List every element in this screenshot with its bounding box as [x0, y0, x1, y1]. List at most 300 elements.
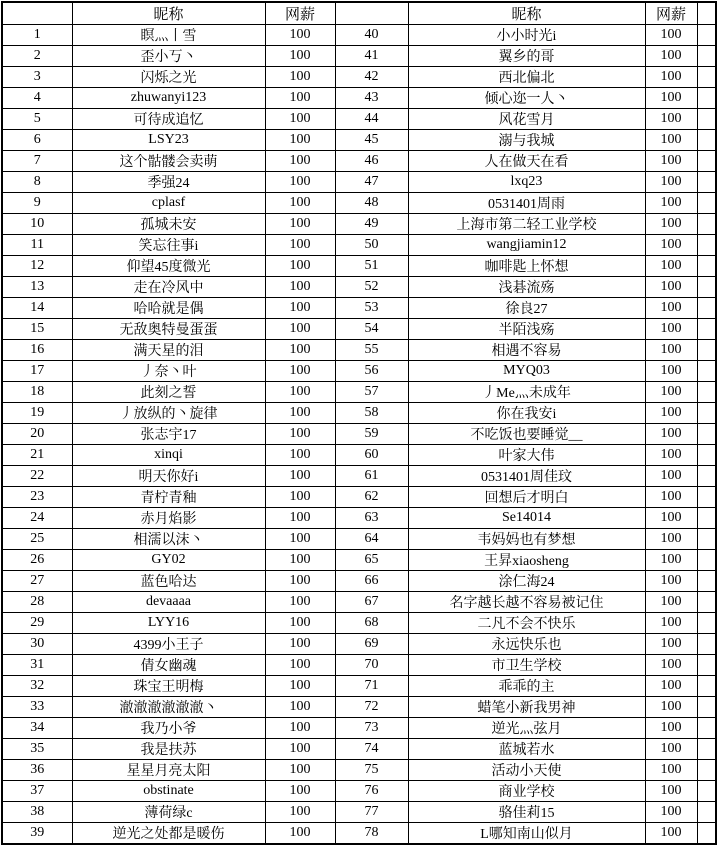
- nickname-cell-right: 王昇xiaosheng: [408, 550, 645, 571]
- sliver-cell: [697, 130, 716, 151]
- nickname-cell-left: 相濡以沫丶: [72, 529, 265, 550]
- sliver-cell: [697, 340, 716, 361]
- sliver-cell: [697, 151, 716, 172]
- rank-cell-right: 57: [335, 382, 408, 403]
- rank-cell-right: 60: [335, 445, 408, 466]
- nickname-cell-right: 相遇不容易: [408, 340, 645, 361]
- rank-header-right: [335, 2, 408, 25]
- nickname-cell-right: 浅碁流殇: [408, 277, 645, 298]
- table-row: [2, 67, 716, 88]
- nickname-cell-left: 逆光之处都是暖伤: [72, 823, 265, 845]
- rank-cell-left: 18: [2, 382, 72, 403]
- salary-header-right: 网薪: [645, 2, 697, 25]
- salary-cell-right: 100: [645, 802, 697, 823]
- nickname-cell-right: 0531401周雨: [408, 193, 645, 214]
- salary-cell-left: 100: [265, 445, 335, 466]
- rank-cell-right: 66: [335, 571, 408, 592]
- sliver-cell: [697, 634, 716, 655]
- table-row: [2, 571, 716, 592]
- salary-cell-right: 100: [645, 277, 697, 298]
- rank-cell-left: 28: [2, 592, 72, 613]
- salary-cell-right: 100: [645, 781, 697, 802]
- nickname-cell-left: xinqi: [72, 445, 265, 466]
- rank-cell-left: 17: [2, 361, 72, 382]
- nickname-cell-left: 走在冷风中: [72, 277, 265, 298]
- nickname-cell-right: MYQ03: [408, 361, 645, 382]
- table-row: [2, 823, 716, 845]
- nickname-salary-table: [1, 1, 717, 845]
- nickname-cell-right: 风花雪月: [408, 109, 645, 130]
- salary-cell-left: 100: [265, 109, 335, 130]
- nickname-cell-left: 满天星的泪: [72, 340, 265, 361]
- nickname-cell-right: lxq23: [408, 172, 645, 193]
- nickname-header-right: 昵称: [408, 2, 645, 25]
- rank-cell-right: 65: [335, 550, 408, 571]
- salary-cell-right: 100: [645, 634, 697, 655]
- nickname-cell-right: 永远快乐也: [408, 634, 645, 655]
- sliver-cell: [697, 361, 716, 382]
- nickname-cell-left: 澈澈澈澈澈澈丶: [72, 697, 265, 718]
- rank-cell-right: 64: [335, 529, 408, 550]
- table-row: [2, 25, 716, 46]
- rank-cell-left: 35: [2, 739, 72, 760]
- salary-cell-left: 100: [265, 655, 335, 676]
- nickname-cell-right: 名字越长越不容易被记住: [408, 592, 645, 613]
- sliver-cell: [697, 67, 716, 88]
- sliver-cell: [697, 655, 716, 676]
- salary-cell-left: 100: [265, 46, 335, 67]
- rank-cell-right: 72: [335, 697, 408, 718]
- rank-cell-right: 50: [335, 235, 408, 256]
- sliver-cell: [697, 403, 716, 424]
- rank-cell-left: 9: [2, 193, 72, 214]
- table-row: [2, 382, 716, 403]
- nickname-cell-left: 倩女幽魂: [72, 655, 265, 676]
- rank-cell-right: 68: [335, 613, 408, 634]
- rank-cell-right: 46: [335, 151, 408, 172]
- rank-cell-left: 32: [2, 676, 72, 697]
- salary-cell-right: 100: [645, 193, 697, 214]
- nickname-cell-right: 骆佳莉15: [408, 802, 645, 823]
- salary-cell-left: 100: [265, 25, 335, 46]
- salary-cell-right: 100: [645, 529, 697, 550]
- sliver-cell: [697, 760, 716, 781]
- nickname-cell-left: 张志宇17: [72, 424, 265, 445]
- nickname-cell-left: 此刻之誓: [72, 382, 265, 403]
- sliver-cell: [697, 697, 716, 718]
- sliver-cell: [697, 739, 716, 760]
- rank-cell-right: 61: [335, 466, 408, 487]
- salary-cell-right: 100: [645, 655, 697, 676]
- nickname-cell-left: 这个骷髅会卖萌: [72, 151, 265, 172]
- rank-cell-right: 54: [335, 319, 408, 340]
- nickname-cell-left: LSY23: [72, 130, 265, 151]
- sliver-cell: [697, 676, 716, 697]
- table-row: [2, 193, 716, 214]
- salary-cell-right: 100: [645, 109, 697, 130]
- salary-cell-left: 100: [265, 739, 335, 760]
- salary-cell-right: 100: [645, 445, 697, 466]
- rank-cell-right: 62: [335, 487, 408, 508]
- rank-cell-left: 33: [2, 697, 72, 718]
- salary-cell-right: 100: [645, 508, 697, 529]
- nickname-cell-right: 蜡笔小新我男神: [408, 697, 645, 718]
- nickname-cell-right: 回想后才明白: [408, 487, 645, 508]
- table-row: [2, 781, 716, 802]
- salary-cell-left: 100: [265, 697, 335, 718]
- sliver-cell: [697, 823, 716, 845]
- rank-cell-left: 12: [2, 256, 72, 277]
- table-row: [2, 445, 716, 466]
- table-row: [2, 739, 716, 760]
- salary-cell-right: 100: [645, 571, 697, 592]
- salary-cell-right: 100: [645, 739, 697, 760]
- table-row: [2, 529, 716, 550]
- nickname-cell-right: 上海市第二轻工业学校: [408, 214, 645, 235]
- sliver-cell: [697, 802, 716, 823]
- nickname-cell-left: 笑忘往事i: [72, 235, 265, 256]
- nickname-salary-table-container: [1, 1, 717, 845]
- salary-cell-right: 100: [645, 235, 697, 256]
- rank-cell-left: 4: [2, 88, 72, 109]
- salary-cell-right: 100: [645, 361, 697, 382]
- nickname-cell-left: obstinate: [72, 781, 265, 802]
- table-row: [2, 256, 716, 277]
- sliver-cell: [697, 235, 716, 256]
- table-row: [2, 508, 716, 529]
- salary-cell-left: 100: [265, 571, 335, 592]
- salary-cell-left: 100: [265, 256, 335, 277]
- sliver-cell: [697, 466, 716, 487]
- rank-cell-left: 5: [2, 109, 72, 130]
- sliver-cell: [697, 256, 716, 277]
- nickname-cell-right: 叶家大伟: [408, 445, 645, 466]
- sliver-cell: [697, 781, 716, 802]
- nickname-cell-left: 哈哈就是偶: [72, 298, 265, 319]
- rank-cell-left: 19: [2, 403, 72, 424]
- salary-cell-left: 100: [265, 214, 335, 235]
- table-row: [2, 424, 716, 445]
- rank-cell-right: 76: [335, 781, 408, 802]
- salary-cell-left: 100: [265, 67, 335, 88]
- table-row: [2, 718, 716, 739]
- salary-cell-left: 100: [265, 802, 335, 823]
- nickname-cell-right: 蓝城若水: [408, 739, 645, 760]
- rank-cell-left: 11: [2, 235, 72, 256]
- salary-cell-left: 100: [265, 487, 335, 508]
- rank-cell-right: 48: [335, 193, 408, 214]
- rank-cell-left: 20: [2, 424, 72, 445]
- salary-cell-right: 100: [645, 46, 697, 67]
- table-row: [2, 172, 716, 193]
- nickname-header-left: 昵称: [72, 2, 265, 25]
- nickname-cell-right: 活动小天使: [408, 760, 645, 781]
- nickname-cell-left: 歪小丂丶: [72, 46, 265, 67]
- salary-cell-left: 100: [265, 298, 335, 319]
- nickname-cell-left: 我乃小爷: [72, 718, 265, 739]
- table-row: [2, 88, 716, 109]
- rank-cell-left: 15: [2, 319, 72, 340]
- rank-cell-left: 37: [2, 781, 72, 802]
- rank-cell-right: 69: [335, 634, 408, 655]
- salary-cell-left: 100: [265, 130, 335, 151]
- salary-cell-left: 100: [265, 760, 335, 781]
- rank-cell-right: 41: [335, 46, 408, 67]
- nickname-cell-left: 明天你好i: [72, 466, 265, 487]
- rank-cell-right: 70: [335, 655, 408, 676]
- nickname-cell-right: 咖啡匙上怀想: [408, 256, 645, 277]
- salary-cell-right: 100: [645, 88, 697, 109]
- nickname-cell-left: cplasf: [72, 193, 265, 214]
- sliver-cell: [697, 613, 716, 634]
- nickname-cell-left: 丿奈丶叶: [72, 361, 265, 382]
- table-row: [2, 214, 716, 235]
- table-row: [2, 319, 716, 340]
- salary-cell-left: 100: [265, 277, 335, 298]
- table-row: [2, 676, 716, 697]
- salary-cell-left: 100: [265, 823, 335, 845]
- nickname-cell-left: devaaaa: [72, 592, 265, 613]
- rank-cell-right: 67: [335, 592, 408, 613]
- sliver-cell: [697, 214, 716, 235]
- sliver-cell: [697, 88, 716, 109]
- rank-header-left: [2, 2, 72, 25]
- nickname-cell-right: 翼乡的哥: [408, 46, 645, 67]
- salary-cell-left: 100: [265, 424, 335, 445]
- nickname-cell-right: 倾心迩一人丶: [408, 88, 645, 109]
- sliver-cell: [697, 382, 716, 403]
- rank-cell-left: 30: [2, 634, 72, 655]
- sliver-cell: [697, 109, 716, 130]
- nickname-cell-right: 市卫生学校: [408, 655, 645, 676]
- rank-cell-right: 74: [335, 739, 408, 760]
- table-row: [2, 235, 716, 256]
- table-row: [2, 403, 716, 424]
- rank-cell-right: 73: [335, 718, 408, 739]
- rank-cell-left: 31: [2, 655, 72, 676]
- rank-cell-left: 24: [2, 508, 72, 529]
- table-row: [2, 487, 716, 508]
- salary-cell-right: 100: [645, 25, 697, 46]
- salary-cell-left: 100: [265, 382, 335, 403]
- table-row: [2, 46, 716, 67]
- rank-cell-left: 25: [2, 529, 72, 550]
- salary-cell-right: 100: [645, 151, 697, 172]
- salary-header-left: 网薪: [265, 2, 335, 25]
- sliver-cell: [697, 487, 716, 508]
- sliver-cell: [697, 298, 716, 319]
- rank-cell-right: 42: [335, 67, 408, 88]
- nickname-cell-right: 韦妈妈也有梦想: [408, 529, 645, 550]
- rank-cell-left: 2: [2, 46, 72, 67]
- nickname-cell-left: LYY16: [72, 613, 265, 634]
- nickname-cell-left: 季强24: [72, 172, 265, 193]
- salary-cell-left: 100: [265, 634, 335, 655]
- rank-cell-left: 10: [2, 214, 72, 235]
- salary-cell-left: 100: [265, 508, 335, 529]
- rank-cell-right: 45: [335, 130, 408, 151]
- salary-cell-right: 100: [645, 214, 697, 235]
- table-row: [2, 613, 716, 634]
- nickname-cell-left: 孤城未安: [72, 214, 265, 235]
- sliver-cell: [697, 193, 716, 214]
- salary-cell-right: 100: [645, 760, 697, 781]
- nickname-cell-right: 0531401周佳玟: [408, 466, 645, 487]
- salary-cell-right: 100: [645, 466, 697, 487]
- nickname-cell-left: 星星月亮太阳: [72, 760, 265, 781]
- table-row: [2, 361, 716, 382]
- sliver-header: [697, 2, 716, 25]
- salary-cell-right: 100: [645, 172, 697, 193]
- salary-cell-right: 100: [645, 592, 697, 613]
- rank-cell-right: 77: [335, 802, 408, 823]
- salary-cell-right: 100: [645, 340, 697, 361]
- sliver-cell: [697, 172, 716, 193]
- sliver-cell: [697, 277, 716, 298]
- rank-cell-right: 59: [335, 424, 408, 445]
- salary-cell-right: 100: [645, 403, 697, 424]
- salary-cell-left: 100: [265, 151, 335, 172]
- rank-cell-right: 53: [335, 298, 408, 319]
- table-row: [2, 130, 716, 151]
- nickname-cell-right: 商业学校: [408, 781, 645, 802]
- table-row: [2, 277, 716, 298]
- rank-cell-left: 26: [2, 550, 72, 571]
- nickname-cell-right: 乖乖的主: [408, 676, 645, 697]
- table-row: [2, 340, 716, 361]
- sliver-cell: [697, 550, 716, 571]
- rank-cell-left: 6: [2, 130, 72, 151]
- table-row: [2, 550, 716, 571]
- table-row: [2, 109, 716, 130]
- salary-cell-right: 100: [645, 256, 697, 277]
- nickname-cell-left: zhuwanyi123: [72, 88, 265, 109]
- rank-cell-left: 29: [2, 613, 72, 634]
- table-row: [2, 760, 716, 781]
- table-row: [2, 655, 716, 676]
- nickname-cell-right: 二凡不会不快乐: [408, 613, 645, 634]
- nickname-cell-left: 闪烁之光: [72, 67, 265, 88]
- table-row: [2, 298, 716, 319]
- rank-cell-right: 75: [335, 760, 408, 781]
- nickname-cell-left: 赤月焰影: [72, 508, 265, 529]
- sliver-cell: [697, 508, 716, 529]
- salary-cell-left: 100: [265, 466, 335, 487]
- sliver-cell: [697, 718, 716, 739]
- nickname-cell-left: 无敌奥特曼蛋蛋: [72, 319, 265, 340]
- rank-cell-left: 23: [2, 487, 72, 508]
- rank-cell-left: 14: [2, 298, 72, 319]
- rank-cell-left: 38: [2, 802, 72, 823]
- nickname-cell-left: 丿放纵的丶旋律: [72, 403, 265, 424]
- rank-cell-right: 58: [335, 403, 408, 424]
- sliver-cell: [697, 445, 716, 466]
- nickname-cell-right: 逆光灬弦月: [408, 718, 645, 739]
- salary-cell-right: 100: [645, 130, 697, 151]
- salary-cell-right: 100: [645, 676, 697, 697]
- salary-cell-right: 100: [645, 319, 697, 340]
- salary-cell-left: 100: [265, 235, 335, 256]
- nickname-cell-left: 瞑灬丨雪: [72, 25, 265, 46]
- salary-cell-left: 100: [265, 361, 335, 382]
- nickname-cell-left: GY02: [72, 550, 265, 571]
- table-row: [2, 697, 716, 718]
- nickname-cell-right: 不吃饭也要睡觉__: [408, 424, 645, 445]
- table-row: [2, 151, 716, 172]
- salary-cell-right: 100: [645, 424, 697, 445]
- sliver-cell: [697, 529, 716, 550]
- salary-cell-left: 100: [265, 592, 335, 613]
- rank-cell-left: 8: [2, 172, 72, 193]
- salary-cell-right: 100: [645, 613, 697, 634]
- nickname-cell-left: 珠宝王明梅: [72, 676, 265, 697]
- header-row: [2, 2, 716, 25]
- nickname-cell-right: 西北偏北: [408, 67, 645, 88]
- rank-cell-right: 71: [335, 676, 408, 697]
- sliver-cell: [697, 571, 716, 592]
- rank-cell-right: 55: [335, 340, 408, 361]
- salary-cell-right: 100: [645, 718, 697, 739]
- rank-cell-right: 47: [335, 172, 408, 193]
- salary-cell-left: 100: [265, 193, 335, 214]
- nickname-cell-right: 丿Me灬未成年: [408, 382, 645, 403]
- nickname-cell-right: L哪知南山似月: [408, 823, 645, 845]
- salary-cell-left: 100: [265, 550, 335, 571]
- nickname-cell-right: 小小时光i: [408, 25, 645, 46]
- table-row: [2, 802, 716, 823]
- salary-cell-right: 100: [645, 382, 697, 403]
- salary-cell-left: 100: [265, 676, 335, 697]
- nickname-cell-left: 青柠青釉: [72, 487, 265, 508]
- sliver-cell: [697, 46, 716, 67]
- table-row: [2, 466, 716, 487]
- nickname-cell-left: 可待成追忆: [72, 109, 265, 130]
- rank-cell-right: 40: [335, 25, 408, 46]
- nickname-cell-right: 你在我安i: [408, 403, 645, 424]
- nickname-cell-left: 我是扶苏: [72, 739, 265, 760]
- sliver-cell: [697, 592, 716, 613]
- nickname-cell-right: 徐良27: [408, 298, 645, 319]
- nickname-cell-right: wangjiamin12: [408, 235, 645, 256]
- salary-cell-left: 100: [265, 718, 335, 739]
- rank-cell-right: 52: [335, 277, 408, 298]
- salary-cell-left: 100: [265, 781, 335, 802]
- salary-cell-right: 100: [645, 823, 697, 845]
- rank-cell-left: 36: [2, 760, 72, 781]
- rank-cell-left: 16: [2, 340, 72, 361]
- nickname-cell-left: 蓝色哈达: [72, 571, 265, 592]
- salary-cell-right: 100: [645, 67, 697, 88]
- rank-cell-right: 43: [335, 88, 408, 109]
- nickname-cell-right: 人在做天在看: [408, 151, 645, 172]
- table-row: [2, 592, 716, 613]
- rank-cell-left: 3: [2, 67, 72, 88]
- salary-cell-right: 100: [645, 550, 697, 571]
- nickname-cell-right: 涂仁海24: [408, 571, 645, 592]
- nickname-cell-right: 溺与我城: [408, 130, 645, 151]
- rank-cell-left: 39: [2, 823, 72, 845]
- salary-cell-left: 100: [265, 529, 335, 550]
- salary-cell-left: 100: [265, 319, 335, 340]
- rank-cell-left: 34: [2, 718, 72, 739]
- rank-cell-right: 44: [335, 109, 408, 130]
- rank-cell-left: 1: [2, 25, 72, 46]
- rank-cell-right: 56: [335, 361, 408, 382]
- salary-cell-right: 100: [645, 697, 697, 718]
- rank-cell-right: 78: [335, 823, 408, 845]
- rank-cell-left: 21: [2, 445, 72, 466]
- salary-cell-right: 100: [645, 487, 697, 508]
